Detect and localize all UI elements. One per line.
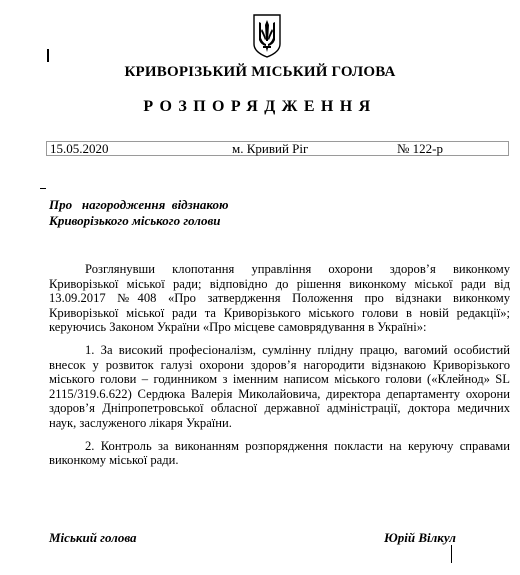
document-meta-row <box>46 141 509 156</box>
text-cursor-mark <box>47 49 49 62</box>
subject-line-2: Криворізького міського голови <box>49 213 221 228</box>
control-paragraph: 2. Контроль за виконанням розпорядження покласти на керуючу справами виконкому міської ради. <box>49 438 510 468</box>
award-text-start: 1. За високий професіоналізм, сумлінну плідну працю, вагомий особистий внесок у розвиток галузі охорони здоров’я нагородити відзнакою Криворізького міського голови – годинником з іменним написом міського голови («Клейнод» SL 2115/319.6.622) <box>49 342 510 401</box>
trident-coat-of-arms-icon <box>253 14 281 58</box>
document-body <box>49 262 510 468</box>
text-cursor-mark-bottom <box>451 545 452 563</box>
document-date: 15.05.2020 <box>50 141 109 156</box>
award-paragraph <box>49 343 510 431</box>
document-type-title: РОЗПОРЯДЖЕННЯ <box>143 98 377 115</box>
margin-mark <box>40 188 46 189</box>
signatory-position: Міський голова <box>49 530 137 545</box>
preamble-paragraph: Розглянувши клопотання управління охорони здоров’я виконкому Криворізької міської ради; відповідно до рішення виконкому міської ради від 13.09.2017 №408 «Про затвердження Положення про відзнаки виконкому Криворізької міської ради та Криворізького міського голови в новій редакції»; керуючись Законом України «Про місцеве самоврядування в Україні»: <box>49 262 510 335</box>
subject-line-1: Про нагородження відзнакою <box>49 197 229 212</box>
award-text-end: , директора департаменту охорони здоров’я Дніпропетровської обласної державної адміністрації, доктора медичних наук, заслуженого лікаря України. <box>49 386 510 430</box>
document-number: № 122-р <box>397 141 443 156</box>
awardee-name: Сердюка Валерія Миколайовича <box>137 386 318 401</box>
document-subject <box>49 197 229 229</box>
document-place: м. Кривий Ріг <box>232 141 309 156</box>
issuer-title: КРИВОРІЗЬКИЙ МІСЬКИЙ ГОЛОВА <box>124 64 396 80</box>
signatory-name: Юрій Вілкул <box>384 530 456 545</box>
